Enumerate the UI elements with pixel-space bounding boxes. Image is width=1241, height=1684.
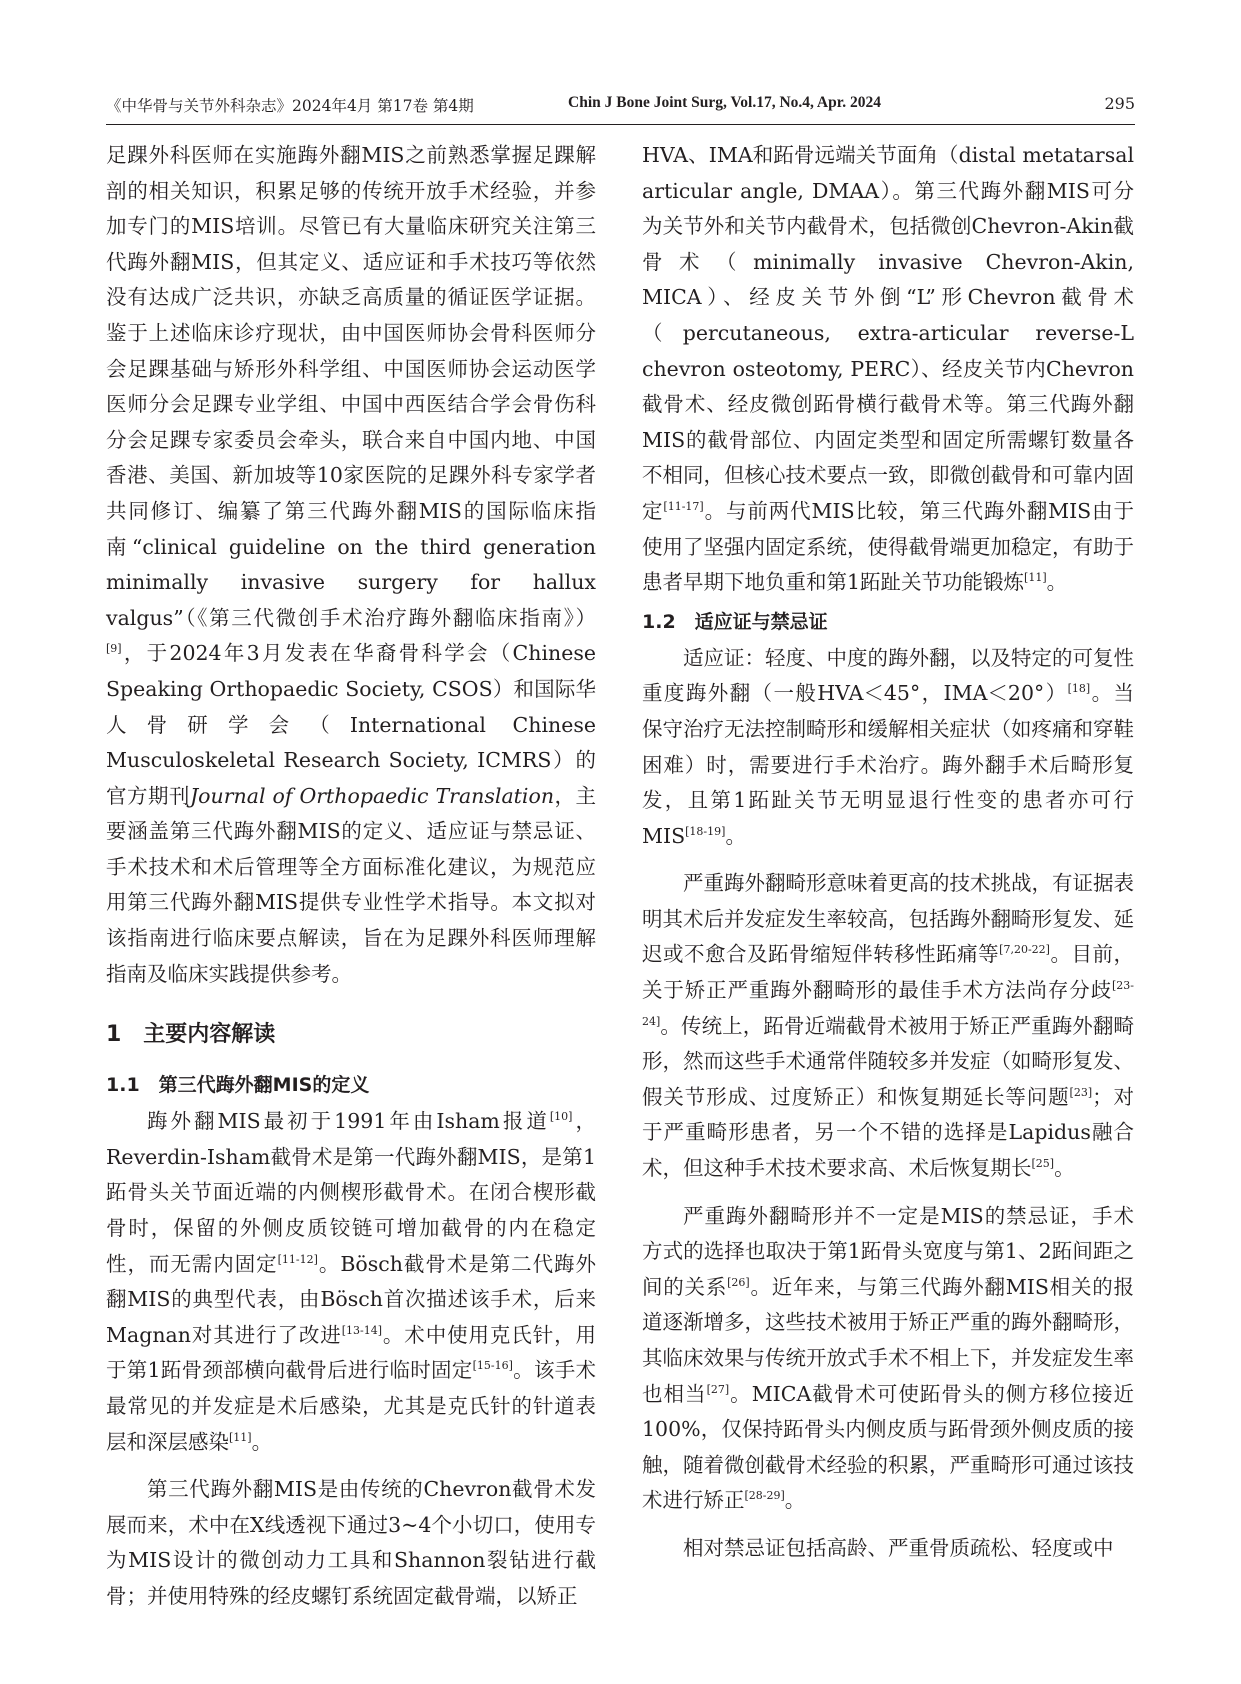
paragraph-third-gen: 第三代踇外翻MIS是由传统的Chevron截骨术发展而来，术中在X线透视下通过3~4个小切口，使用专为MIS设计的微创动力工具和Shannon裂钻进行截骨；并使用特殊的经皮螺钉系统固定截骨端，以矫正 — [106, 1477, 596, 1608]
citation: [23-24] — [642, 979, 1134, 1028]
citation: [23] — [1069, 1086, 1093, 1100]
citation: [25] — [1031, 1157, 1055, 1171]
paragraph-definition: 踇外翻MIS最初于1991年由Isham报道[10]，Reverdin-Isham截骨术是第一代踇外翻MIS，是第1跖骨头关节面近端的内侧楔形截骨术。在闭合楔形截骨时，保留的外侧皮质铰链可增加截骨的内在稳定性，而无需内固定[11-12]。Bösch截骨术是第二代踇外翻MIS的典型代表，由Bösch首次描述该手术，后来Magnan对其进行了改进[13-14]。术中使用克氏针，用于第1跖骨颈部横向截骨后进行临时固定[15-16]。该手术最常见的并发症是术后感染，尤其是克氏针的针道表层和深层感染[11]。 — [106, 1109, 597, 1454]
paragraph-continued: HVA、IMA和跖骨远端关节面角（distal metatarsal articular angle, DMAA）。第三代踇外翻MIS可分为关节外和关节内截骨术，包括微创Chevron-Akin截骨术（minimally invasive Chevron-Akin, MICA）、经皮关节外倒“L”形Chevron截骨术（percutaneous, extra-articular reverse-L chevron osteotomy, PERC）、经皮关节内Chevron截骨术、经皮微创跖骨横行截骨术等。第三代踇外翻MIS的截骨部位、内固定类型和固定所需螺钉数量各不相同，但核心技术要点一致，即微创截骨和可靠内固定[11-17]。与前两代MIS比较，第三代踇外翻MIS由于使用了坚强内固定系统，使得截骨端更加稳定，有助于患者早期下地负重和第1跖趾关节功能锻炼[11]。 — [642, 143, 1135, 595]
citation: [11-12] — [277, 1252, 318, 1266]
citation: [11] — [229, 1430, 252, 1444]
subsection-heading: 1.1 第三代踇外翻MIS的定义 — [106, 1074, 370, 1097]
running-header — [106, 94, 1135, 122]
paragraph-indications: 适应证：轻度、中度的踇外翻，以及特定的可复性重度踇外翻（一般HVA＜45°，IMA＜20°）[18]。当保守治疗无法控制畸形和缓解相关症状（如疼痛和穿鞋困难）时，需要进行手术治疗。踇外翻手术后畸形复发，且第1跖趾关节无明显退行性变的患者亦可行MIS[18-19]。 — [642, 645, 1134, 848]
citation: [11-17] — [663, 500, 704, 514]
right-column — [642, 138, 1134, 1567]
citation: [11] — [1024, 571, 1047, 585]
citation: [13-14] — [341, 1323, 382, 1337]
citation: [10] — [549, 1110, 573, 1124]
paragraph-relative-contraindications: 相对禁忌证包括高龄、严重骨质疏松、轻度或中 — [683, 1535, 1114, 1560]
left-column — [106, 138, 596, 1615]
citation: [18-19] — [685, 824, 726, 838]
header-rule — [106, 124, 1135, 125]
citation: [9] — [106, 642, 122, 656]
citation: [28-29] — [744, 1489, 785, 1503]
citation: [15-16] — [472, 1359, 513, 1373]
citation: [26] — [727, 1275, 750, 1289]
paragraph-severe-deformity: 严重踇外翻畸形意味着更高的技术挑战，有证据表明其术后并发症发生率较高，包括踇外翻畸形复发、延迟或不愈合及跖骨缩短伴转移性跖痛等[7,20-22]。目前，关于矫正严重踇外翻畸形的最佳手术方法尚存分歧[23-24]。传统上，跖骨近端截骨术被用于矫正严重踇外翻畸形，然而这些手术通常伴随较多并发症（如畸形复发、假关节形成、过度矫正）和恢复期延长等问题[23]；对于严重畸形患者，另一个不错的选择是Lapidus融合术，但这种手术技术要求高、术后恢复期长[25]。 — [642, 871, 1135, 1181]
section-heading: 1 主要内容解读 — [106, 1022, 276, 1048]
journal-issue-cn: 《中华骨与关节外科杂志》2024年4月 第17卷 第4期 — [106, 97, 474, 115]
journal-name: Journal of Orthopaedic Translation — [189, 783, 555, 808]
paragraph-not-contraindication: 严重踇外翻畸形并不一定是MIS的禁忌证，手术方式的选择也取决于第1跖骨头宽度与第1、2跖间距之间的关系[26]。近年来，与第三代踇外翻MIS相关的报道逐渐增多，这些技术被用于矫正严重的踇外翻畸形，其临床效果与传统开放式手术不相上下，并发症发生率也相当[27]。MICA截骨术可使跖骨头的侧方移位接近100%，仅保持跖骨头内侧皮质与跖骨颈外侧皮质的接触，随着微创截骨术经验的积累，严重畸形可通过该技术进行矫正[28-29]。 — [642, 1203, 1135, 1513]
page-number: 295 — [1104, 94, 1135, 113]
journal-issue-en: Chin J Bone Joint Surg, Vol.17, No.4, Apr. 2024 — [568, 94, 881, 111]
paragraph-intro: 足踝外科医师在实施踇外翻MIS之前熟悉掌握足踝解剖的相关知识，积累足够的传统开放手术经验，并参加专门的MIS培训。尽管已有大量临床研究关注第三代踇外翻MIS，但其定义、适应证和手术技巧等依然没有达成广泛共识，亦缺乏高质量的循证医学证据。鉴于上述临床诊疗现状，由中国医师协会骨科医师分会足踝基础与矫形外科学组、中国医师协会运动医学医师分会足踝专业学组、中国中西医结合学会骨伤科分会足踝专家委员会牵头，联合来自中国内地、中国香港、美国、新加坡等10家医院的足踝外科专家学者共同修订、编纂了第三代踇外翻MIS的国际临床指南“clinical guideline on the third generation minimally invasive surgery for hallux valgus”（《第三代微创手术治疗踇外翻临床指南》）[9]，于2024年3月发表在华裔骨科学会（Chinese Speaking Orthopaedic Society, CSOS）和国际华人骨研学会（International Chinese Musculoskeletal Research Society, ICMRS）的官方期刊Journal of Orthopaedic Translation，主要涵盖第三代踇外翻MIS的定义、适应证与禁忌证、手术技术和术后管理等全方面标准化建议，为规范应用第三代踇外翻MIS提供专业性学术指导。本文拟对该指南进行临床要点解读，旨在为足踝外科医师理解指南及临床实践提供参考。 — [106, 143, 597, 986]
citation: [27] — [706, 1382, 730, 1396]
citation: [18] — [1067, 682, 1091, 696]
citation: [7,20-22] — [999, 943, 1050, 957]
subsection-heading: 1.2 适应证与禁忌证 — [642, 610, 828, 633]
